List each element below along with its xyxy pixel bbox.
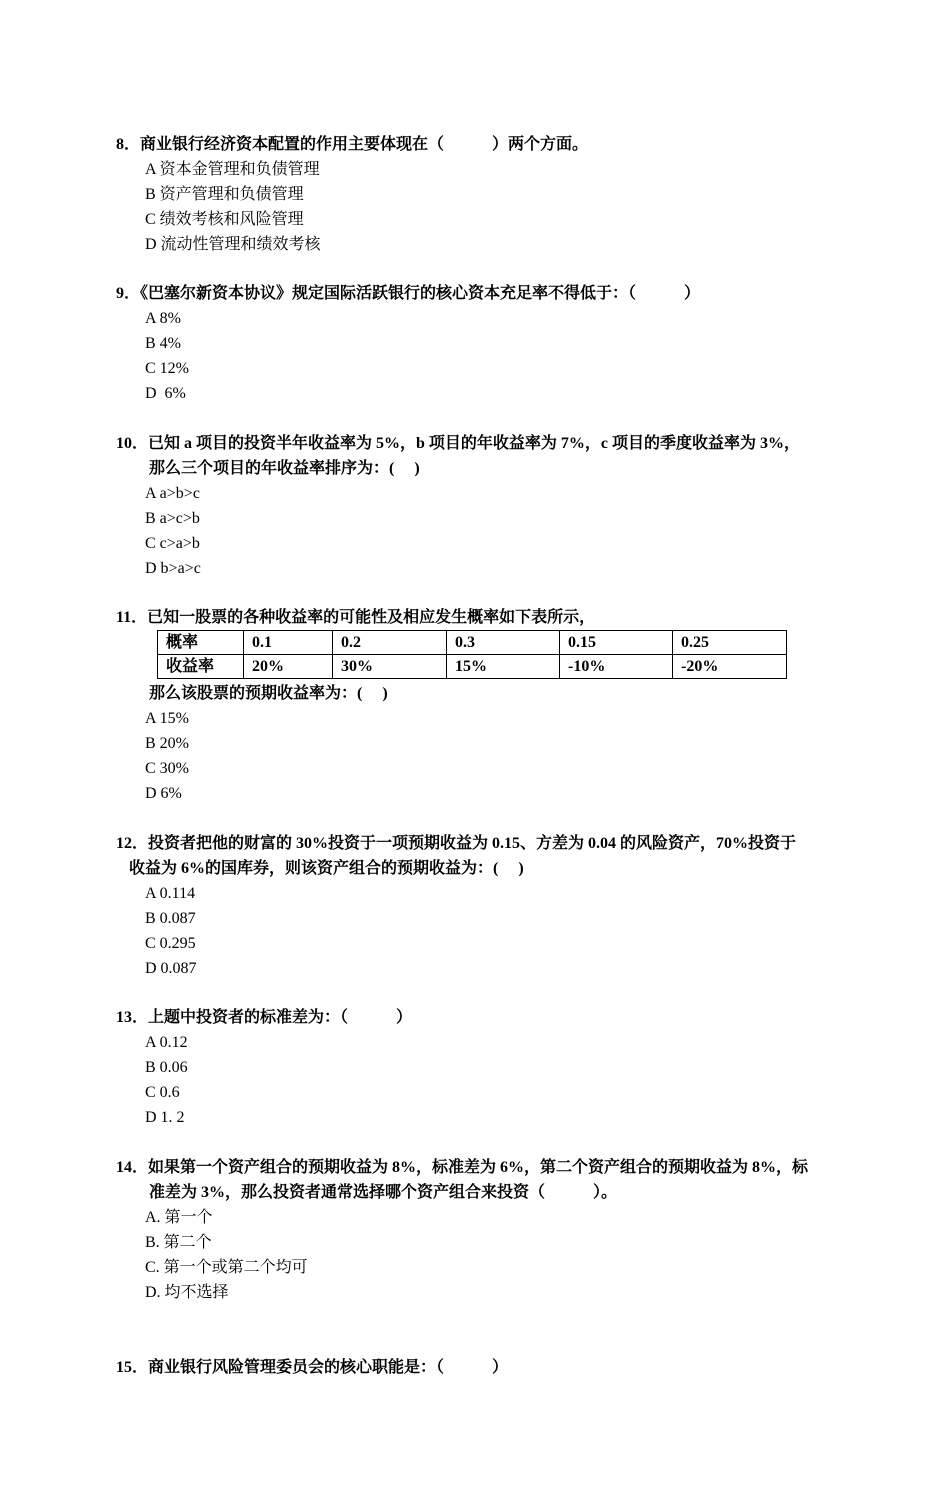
question-text: 投资者把他的财富的 30%投资于一项预期收益为 0.15、方差为 0.04 的风险资产，70%投资于 [148,835,797,852]
option-b: B 4% [145,335,181,352]
question-number: 14． [116,1159,149,1176]
option-a: A 资本金管理和负债管理 [145,161,320,178]
question-8 [116,132,856,257]
table-cell: 0.3 [447,631,560,655]
question-text: 上题中投资者的标准差为：（ ） [148,1009,413,1026]
option-c: C 30% [145,760,189,777]
question-stem [116,431,876,481]
option-c: C 0.295 [145,935,196,952]
question-stem [116,281,856,306]
option-d: D b>a>c [145,560,201,577]
table-cell: 0.1 [244,631,333,655]
options-list [116,881,876,981]
options-list [116,306,856,406]
question-15 [116,1355,856,1380]
option-b: B. 第二个 [145,1234,212,1251]
option-b: B a>c>b [145,510,200,527]
options-list [116,706,876,806]
option-a: A 0.12 [145,1034,188,1051]
option-d: D 流动性管理和绩效考核 [145,236,321,253]
question-number: 9． [116,285,141,302]
table-cell: -20% [673,655,787,679]
question-text: 已知 a 项目的投资半年收益率为 5%，b 项目的年收益率为 7%，c 项目的季度收益率为 3%， [148,435,801,452]
options-list [116,157,856,257]
option-d: D 6% [145,785,182,802]
option-a: A a>b>c [145,485,200,502]
table-cell: 30% [333,655,447,679]
table-cell: -10% [560,655,673,679]
question-text-continued: 那么三个项目的年收益率排序为：( ) [149,460,420,477]
question-13 [116,1005,856,1130]
table-row [158,631,787,655]
options-list [116,1030,856,1130]
table-cell: 0.2 [333,631,447,655]
option-c: C c>a>b [145,535,200,552]
option-a: A. 第一个 [145,1209,213,1226]
question-stem [116,1355,856,1380]
option-b: B 0.06 [145,1059,188,1076]
question-text: 已知一股票的各种收益率的可能性及相应发生概率如下表所示， [147,609,596,626]
option-a: A 0.114 [145,885,196,902]
option-b: B 资产管理和负债管理 [145,186,304,203]
options-list [116,481,876,581]
question-number: 10． [116,435,149,452]
question-stem [116,831,876,881]
option-c: C 0.6 [145,1084,180,1101]
table-cell: 15% [447,655,560,679]
question-text-continued: 收益为 6%的国库券，则该资产组合的预期收益为：( ) [129,860,524,877]
question-stem [116,605,876,630]
question-stem [116,1155,876,1205]
option-c: C 绩效考核和风险管理 [145,211,304,228]
question-stem [116,132,856,157]
question-12 [116,831,876,981]
probability-table [157,630,787,679]
options-list [116,1205,876,1305]
option-a: A 15% [145,710,189,727]
option-b: B 0.087 [145,910,196,927]
question-text: 《巴塞尔新资本协议》规定国际活跃银行的核心资本充足率不得低于：（ ） [140,285,701,302]
question-text: 商业银行经济资本配置的作用主要体现在（ ）两个方面。 [140,136,589,153]
question-number: 13． [116,1009,149,1026]
question-text-continued: 准差为 3%，那么投资者通常选择哪个资产组合来投资（ ）。 [149,1184,618,1201]
option-d: D 0.087 [145,960,197,977]
table-cell: 0.15 [560,631,673,655]
table-cell: 0.25 [673,631,787,655]
option-d: D 6% [145,385,186,402]
option-d: D 1. 2 [145,1109,185,1126]
question-10 [116,431,876,581]
table-cell: 概率 [158,631,244,655]
option-d: D. 均不选择 [145,1284,229,1301]
option-a: A 8% [145,310,181,327]
question-number: 12． [116,835,149,852]
question-11 [116,605,876,806]
question-14 [116,1155,876,1305]
table-cell: 20% [244,655,333,679]
question-number: 8． [116,136,141,153]
option-c: C 12% [145,360,189,377]
question-stem [116,1005,856,1030]
question-number: 11． [116,609,148,626]
question-text-continued: 那么该股票的预期收益率为：( ) [149,685,388,702]
question-text: 商业银行风险管理委员会的核心职能是：（ ） [148,1359,509,1376]
table-row [158,655,787,679]
question-number: 15． [116,1359,149,1376]
question-text: 如果第一个资产组合的预期收益为 8%，标准差为 6%，第二个资产组合的预期收益为 8%，标 [148,1159,809,1176]
table-cell: 收益率 [158,655,244,679]
question-9 [116,281,856,406]
option-b: B 20% [145,735,189,752]
option-c: C. 第一个或第二个均可 [145,1259,308,1276]
